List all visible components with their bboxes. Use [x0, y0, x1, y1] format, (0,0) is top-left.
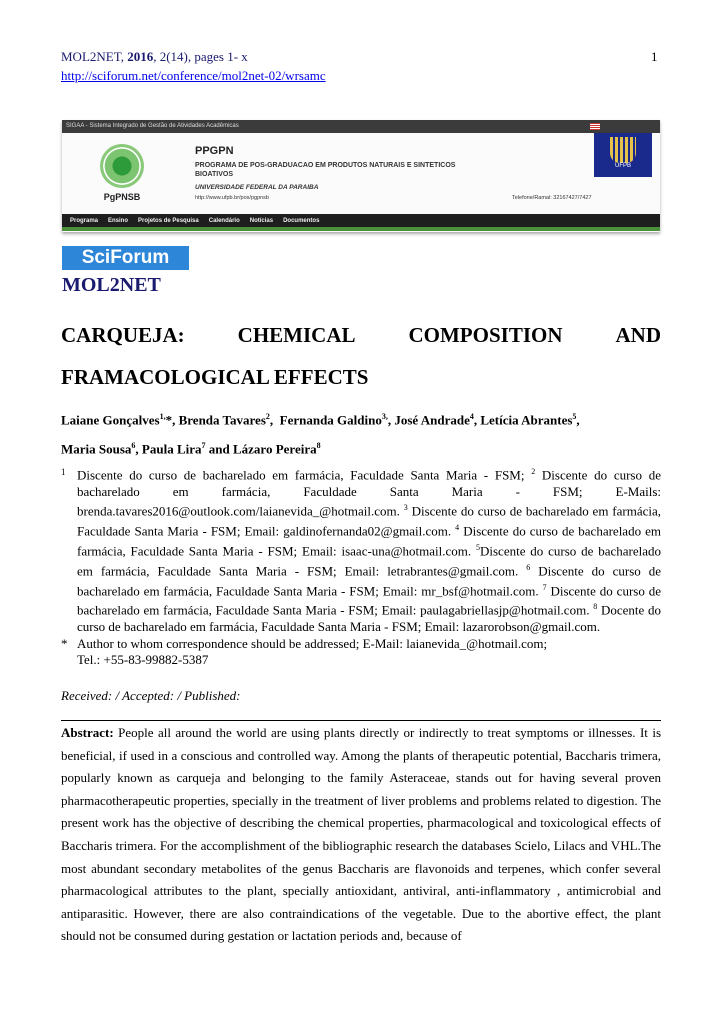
university-emblem-icon [610, 137, 636, 163]
paper-title [61, 314, 661, 398]
abstract-label: Abstract: [61, 725, 114, 740]
author-name: Maria Sousa [61, 441, 132, 457]
running-header: MOL2NET, 2016, 2(14), pages 1- x [61, 49, 248, 64]
nav-item: Programa [70, 217, 99, 224]
mol2net-label: MOL2NET [62, 274, 161, 296]
ufpb-label: UFPB [614, 163, 631, 169]
author-name: Letícia Abrantes [480, 412, 573, 428]
author-star: * [165, 412, 173, 428]
affil-marker: 1 [61, 467, 66, 477]
author-sup: 2 [265, 412, 270, 421]
nav-item: Projetos de Pesquisa [138, 217, 199, 224]
leaf-logo-icon [100, 144, 144, 188]
author-sup: 6 [131, 441, 136, 451]
correspondence: Author to whom correspondence should be addressed; E-Mail: laianevida_@hotmail.com; [77, 635, 548, 651]
author-name: Paula Lira [141, 441, 202, 457]
journal-volume: , 2(14), pages 1- x [153, 49, 248, 64]
page-number: 1 [651, 49, 658, 64]
program-name: PROGRAMA DE POS-GRADUACAO EM PRODUTOS NATURAIS E SINTETICOS BIOATIVOS [195, 162, 456, 178]
banner-nav [62, 214, 660, 227]
university-name: UNIVERSIDADE FEDERAL DA PARAIBA [195, 184, 319, 191]
institution-banner [62, 120, 660, 232]
author-sup: 7 [201, 441, 206, 451]
logo-text: PgPNSB [103, 192, 141, 202]
affiliation: Discente do curso de bacharelado em farmácia, Faculdade Santa Maria - FSM; [77, 467, 532, 483]
title-line-2: FRAMACOLOGICAL EFFECTS [61, 365, 369, 389]
author-name: Brenda Tavares [178, 412, 266, 428]
journal-name: MOL2NET [61, 49, 121, 64]
author-sup: 1, [159, 412, 166, 421]
affiliation: Discente do curso de bacharelado em farmácia, Faculdade Santa Maria - FSM; Email: galdinofernanda02@gmail.com. [77, 503, 662, 539]
affiliations [61, 464, 661, 669]
affiliation: Discente do curso de bacharelado em farmácia, Faculdade Santa Maria - FSM; Email: paulagabriellasjp@hotmail.com. [77, 582, 661, 618]
author-name: Laiane Gonçalves [61, 412, 160, 428]
affiliation: Docente do curso de bacharelado em farmácia, Faculdade Santa Maria - FSM; Email: lazarorobson@gmail.com. [77, 602, 662, 635]
banner-divider [62, 227, 660, 231]
affiliation-text: Discente do curso de bacharelado em farmácia, Faculdade Santa Maria - FSM; $^2$ Discente do curso de bacharelado em farmácia, Faculdade Santa Maria - FSM; E-Mails: brenda.tavares2016@outlook.com/laianevida_@hotmail.com. $^3$ Discente do curso de bacharelado em farmácia, Faculdade Santa Maria - FSM; Email: galdinofernanda02@gmail.com. $^4$ Discente do curso de bacharelado em farmácia, Faculdade Santa Maria - FSM; Email: isaac-una@hotmail.com. $^5$Discente do curso de bacharelado em farmácia, Faculdade Santa Maria - FSM; Email: letrabrantes@gmail.com. $^6$ Discente do curso de bacharelado em farmácia, Faculdade Santa Maria - FSM; Email: mr_bsf@hotmail.com. $^7$ Discente do curso de bacharelado em farmácia, Faculdade Santa Maria - FSM; Email: paulagabriellasjp@hotmail.com. $^8$ Docente do curso de bacharelado em farmácia, Faculdade Santa Maria - FSM; Email: lazarorobson@gmail.com. [77, 467, 662, 635]
star-marker: * [61, 635, 68, 651]
sciforum-logo: SciForum [62, 246, 189, 270]
title-word: CHEMICAL [237, 323, 356, 347]
journal-year: 2016 [127, 49, 154, 64]
site-url: http://www.ufpb.br/pos/pgpnsb [195, 195, 269, 201]
author-sup: 5 [572, 412, 577, 421]
author-name: Lázaro Pereira [232, 441, 317, 457]
nav-item: Notícias [249, 217, 274, 224]
affiliation: Discente do curso de bacharelado em farmácia, Faculdade Santa Maria - FSM; Email: isaac-una@hotmail.com. [77, 523, 661, 559]
author-sup: 4 [469, 412, 474, 421]
divider [61, 720, 661, 721]
pgpnsb-logo [92, 142, 152, 206]
ufpb-logo [594, 133, 652, 177]
conference-link[interactable]: http://sciforum.net/conference/mol2net-02/wrsamc [61, 68, 326, 83]
nav-item: Ensino [108, 217, 129, 224]
abstract-text: People all around the world are using plants directly or indirectly to treat symptoms or illnesses. It is beneficial, if used in a conscious and controlled way. Among the plants of therapeutic potential, Baccharis trimera, popularly known as carqueja and belonging to the family Asteraceae, stands out for having several proven pharmacotherapeutic properties, specially in the treatment of liver problems and problems related to digestion. The present work has the objective of describing the chemical properties, pharmacological and toxicological effects of Baccharis trimera. For the accomplishment of the bibliographic research the databases Scielo, Lilacs and VHL.The most abundant secondary metabolites of the genus Baccharis are flavonoids and terpenes, which confer several pharmacological attributes to the plant, specially antioxidant, antiviral, anti-inflammatory , antimicrobial and antiparasitic. However, there are also contraindications of the vegetable. Due to the abortive effect, the plant should not be consumed during gestation or lactation periods and, because of [61, 725, 661, 944]
abstract [61, 722, 661, 948]
phone-number: Telefone/Ramal: 32167427/7427 [512, 195, 592, 201]
author-name: José Andrade [394, 412, 470, 428]
program-short: PPGPN [195, 145, 234, 157]
title-word: CARQUEJA: [61, 323, 185, 347]
affiliation: Discente do curso de bacharelado em farmácia, Faculdade Santa Maria - FSM; E-Mails: brenda.tavares2016@outlook.com/laianevida_@hotmail.com. [77, 467, 661, 519]
author-sup: 3, [381, 412, 388, 421]
affiliation: Discente do curso de bacharelado em farmácia, Faculdade Santa Maria - FSM; Email: mr_bsf@hotmail.com. [77, 563, 661, 598]
flag-icon [590, 123, 600, 130]
author-sup: 8 [316, 441, 321, 451]
telephone: Tel.: +55-83-99882-5387 [77, 652, 209, 668]
title-word: AND [615, 323, 661, 347]
nav-item: Calendário [208, 217, 240, 224]
received-dates: Received: / Accepted: / Published: [61, 688, 241, 703]
system-bar: SIGAA - Sistema Integrado de Gestão de Atividades Acadêmicas [62, 120, 660, 133]
affiliation: Discente do curso de bacharelado em farmácia, Faculdade Santa Maria - FSM; Email: letrabrantes@gmail.com. [77, 543, 662, 579]
nav-item: Documentos [283, 217, 320, 224]
author-name: Fernanda Galdino [279, 412, 382, 428]
title-word: COMPOSITION [408, 323, 563, 347]
author-list: Laiane Gonçalves$^{1,}$*, Brenda Tavares$^2$, Fernanda Galdino$^{3,}$, José Andrade$^4$, Letícia Abrantes$^5$, Maria Sousa$^6$, Paula Lira$^7$ and Lázaro Pereira$^8$ [61, 412, 580, 457]
